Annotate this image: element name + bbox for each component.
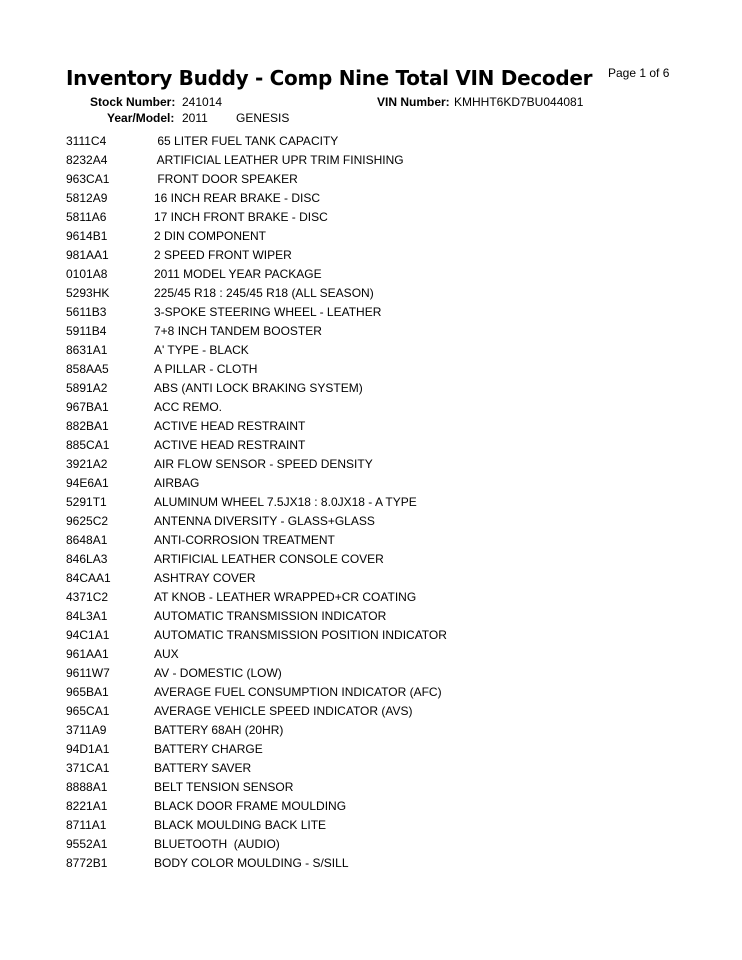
option-description: FRONT DOOR SPEAKER bbox=[154, 172, 298, 186]
option-code: 8772B1 bbox=[66, 856, 108, 870]
option-description: ACC REMO. bbox=[154, 400, 223, 414]
option-description: 2 DIN COMPONENT bbox=[154, 229, 267, 243]
option-row bbox=[66, 702, 706, 721]
option-description: AV - DOMESTIC (LOW) bbox=[154, 666, 282, 680]
option-description: BELT TENSION SENSOR bbox=[154, 780, 294, 794]
option-code: 5911B4 bbox=[66, 324, 107, 338]
option-row bbox=[66, 436, 706, 455]
option-description: BLUETOOTH (AUDIO) bbox=[154, 837, 280, 851]
option-row bbox=[66, 189, 706, 208]
option-description: ARTIFICIAL LEATHER UPR TRIM FINISHING bbox=[154, 153, 404, 167]
option-description: AUTOMATIC TRANSMISSION INDICATOR bbox=[154, 609, 387, 623]
option-description: A PILLAR - CLOTH bbox=[154, 362, 258, 376]
option-description: BATTERY CHARGE bbox=[154, 742, 263, 756]
option-row bbox=[66, 284, 706, 303]
option-description: BATTERY 68AH (20HR) bbox=[154, 723, 284, 737]
option-description: 225/45 R18 : 245/45 R18 (ALL SEASON) bbox=[154, 286, 374, 300]
option-code: 5611B3 bbox=[66, 305, 107, 319]
option-row bbox=[66, 455, 706, 474]
model-value: GENESIS bbox=[236, 111, 290, 125]
option-code: 5293HK bbox=[66, 286, 110, 300]
option-description: BLACK MOULDING BACK LITE bbox=[154, 818, 327, 832]
option-description: ANTI-CORROSION TREATMENT bbox=[154, 533, 335, 547]
option-code: 94C1A1 bbox=[66, 628, 110, 642]
option-description: 16 INCH REAR BRAKE - DISC bbox=[154, 191, 321, 205]
option-code: 981AA1 bbox=[66, 248, 109, 262]
option-row bbox=[66, 474, 706, 493]
page-number: Page 1 of 6 bbox=[608, 66, 670, 80]
option-description: ASHTRAY COVER bbox=[154, 571, 256, 585]
option-row bbox=[66, 341, 706, 360]
option-description: AUX bbox=[154, 647, 179, 661]
option-description: A' TYPE - BLACK bbox=[154, 343, 249, 357]
option-code: 967BA1 bbox=[66, 400, 109, 414]
option-row bbox=[66, 683, 706, 702]
option-row bbox=[66, 588, 706, 607]
option-row bbox=[66, 265, 706, 284]
option-row bbox=[66, 246, 706, 265]
option-row bbox=[66, 607, 706, 626]
vin-number-value: KMHHT6KD7BU044081 bbox=[454, 95, 584, 109]
option-row bbox=[66, 322, 706, 341]
option-row bbox=[66, 854, 706, 873]
option-description: AIRBAG bbox=[154, 476, 200, 490]
option-description: AVERAGE FUEL CONSUMPTION INDICATOR (AFC) bbox=[154, 685, 442, 699]
option-code: 858AA5 bbox=[66, 362, 109, 376]
option-row bbox=[66, 303, 706, 322]
option-description: AIR FLOW SENSOR - SPEED DENSITY bbox=[154, 457, 373, 471]
option-code: 846LA3 bbox=[66, 552, 108, 566]
option-row bbox=[66, 778, 706, 797]
option-row bbox=[66, 550, 706, 569]
option-code: 8232A4 bbox=[66, 153, 108, 167]
option-description: 3-SPOKE STEERING WHEEL - LEATHER bbox=[154, 305, 382, 319]
option-row bbox=[66, 227, 706, 246]
option-row bbox=[66, 417, 706, 436]
option-description: AUTOMATIC TRANSMISSION POSITION INDICATOR bbox=[154, 628, 447, 642]
option-description: ALUMINUM WHEEL 7.5JX18 : 8.0JX18 - A TYPE bbox=[154, 495, 417, 509]
option-code: 8631A1 bbox=[66, 343, 108, 357]
option-code: 4371C2 bbox=[66, 590, 109, 604]
option-row bbox=[66, 379, 706, 398]
option-row bbox=[66, 645, 706, 664]
option-description: 7+8 INCH TANDEM BOOSTER bbox=[154, 324, 322, 338]
option-code: 965BA1 bbox=[66, 685, 109, 699]
option-row bbox=[66, 151, 706, 170]
option-code: 3711A9 bbox=[66, 723, 107, 737]
option-row bbox=[66, 398, 706, 417]
option-description: AT KNOB - LEATHER WRAPPED+CR COATING bbox=[154, 590, 417, 604]
option-code: 961AA1 bbox=[66, 647, 109, 661]
year-model-label: Year/Model: bbox=[107, 111, 175, 125]
option-code: 8648A1 bbox=[66, 533, 108, 547]
option-row bbox=[66, 626, 706, 645]
option-code: 3111C4 bbox=[66, 134, 107, 148]
option-code: 94D1A1 bbox=[66, 742, 110, 756]
option-code: 9625C2 bbox=[66, 514, 109, 528]
option-row bbox=[66, 360, 706, 379]
option-row bbox=[66, 797, 706, 816]
option-code: 9611W7 bbox=[66, 666, 110, 680]
option-code: 8221A1 bbox=[66, 799, 108, 813]
option-row bbox=[66, 759, 706, 778]
option-code: 9614B1 bbox=[66, 229, 108, 243]
option-row bbox=[66, 493, 706, 512]
option-description: AVERAGE VEHICLE SPEED INDICATOR (AVS) bbox=[154, 704, 413, 718]
option-row bbox=[66, 816, 706, 835]
option-code: 963CA1 bbox=[66, 172, 110, 186]
option-description: 2 SPEED FRONT WIPER bbox=[154, 248, 292, 262]
option-description: ANTENNA DIVERSITY - GLASS+GLASS bbox=[154, 514, 375, 528]
option-description: 65 LITER FUEL TANK CAPACITY bbox=[154, 134, 339, 148]
stock-number-value: 241014 bbox=[182, 95, 223, 109]
option-code: 371CA1 bbox=[66, 761, 110, 775]
option-description: ACTIVE HEAD RESTRAINT bbox=[154, 419, 306, 433]
vin-number-label: VIN Number: bbox=[377, 95, 450, 109]
option-code: 9552A1 bbox=[66, 837, 108, 851]
option-description: BODY COLOR MOULDING - S/SILL bbox=[154, 856, 349, 870]
option-description: ACTIVE HEAD RESTRAINT bbox=[154, 438, 306, 452]
option-code: 882BA1 bbox=[66, 419, 109, 433]
option-code: 8888A1 bbox=[66, 780, 108, 794]
option-row bbox=[66, 835, 706, 854]
option-description: 2011 MODEL YEAR PACKAGE bbox=[154, 267, 322, 281]
document-title: Inventory Buddy - Comp Nine Total VIN Decoder bbox=[66, 66, 593, 90]
option-row bbox=[66, 740, 706, 759]
option-code: 965CA1 bbox=[66, 704, 110, 718]
option-description: 17 INCH FRONT BRAKE - DISC bbox=[154, 210, 328, 224]
option-row bbox=[66, 569, 706, 588]
option-description: ARTIFICIAL LEATHER CONSOLE COVER bbox=[154, 552, 384, 566]
option-row bbox=[66, 512, 706, 531]
option-row bbox=[66, 721, 706, 740]
option-code: 84L3A1 bbox=[66, 609, 108, 623]
option-description: BLACK DOOR FRAME MOULDING bbox=[154, 799, 347, 813]
option-code: 5811A6 bbox=[66, 210, 107, 224]
option-row bbox=[66, 132, 706, 151]
option-code: 885CA1 bbox=[66, 438, 110, 452]
stock-number-label: Stock Number: bbox=[90, 95, 176, 109]
option-row bbox=[66, 208, 706, 227]
option-code: 0101A8 bbox=[66, 267, 108, 281]
year-value: 2011 bbox=[182, 111, 208, 125]
option-list bbox=[66, 132, 706, 873]
option-row bbox=[66, 170, 706, 189]
option-code: 5812A9 bbox=[66, 191, 108, 205]
option-code: 5891A2 bbox=[66, 381, 108, 395]
option-code: 3921A2 bbox=[66, 457, 108, 471]
option-description: BATTERY SAVER bbox=[154, 761, 252, 775]
option-row bbox=[66, 664, 706, 683]
option-code: 84CAA1 bbox=[66, 571, 111, 585]
option-description: ABS (ANTI LOCK BRAKING SYSTEM) bbox=[154, 381, 363, 395]
option-code: 8711A1 bbox=[66, 818, 107, 832]
option-row bbox=[66, 531, 706, 550]
option-code: 5291T1 bbox=[66, 495, 107, 509]
option-code: 94E6A1 bbox=[66, 476, 109, 490]
